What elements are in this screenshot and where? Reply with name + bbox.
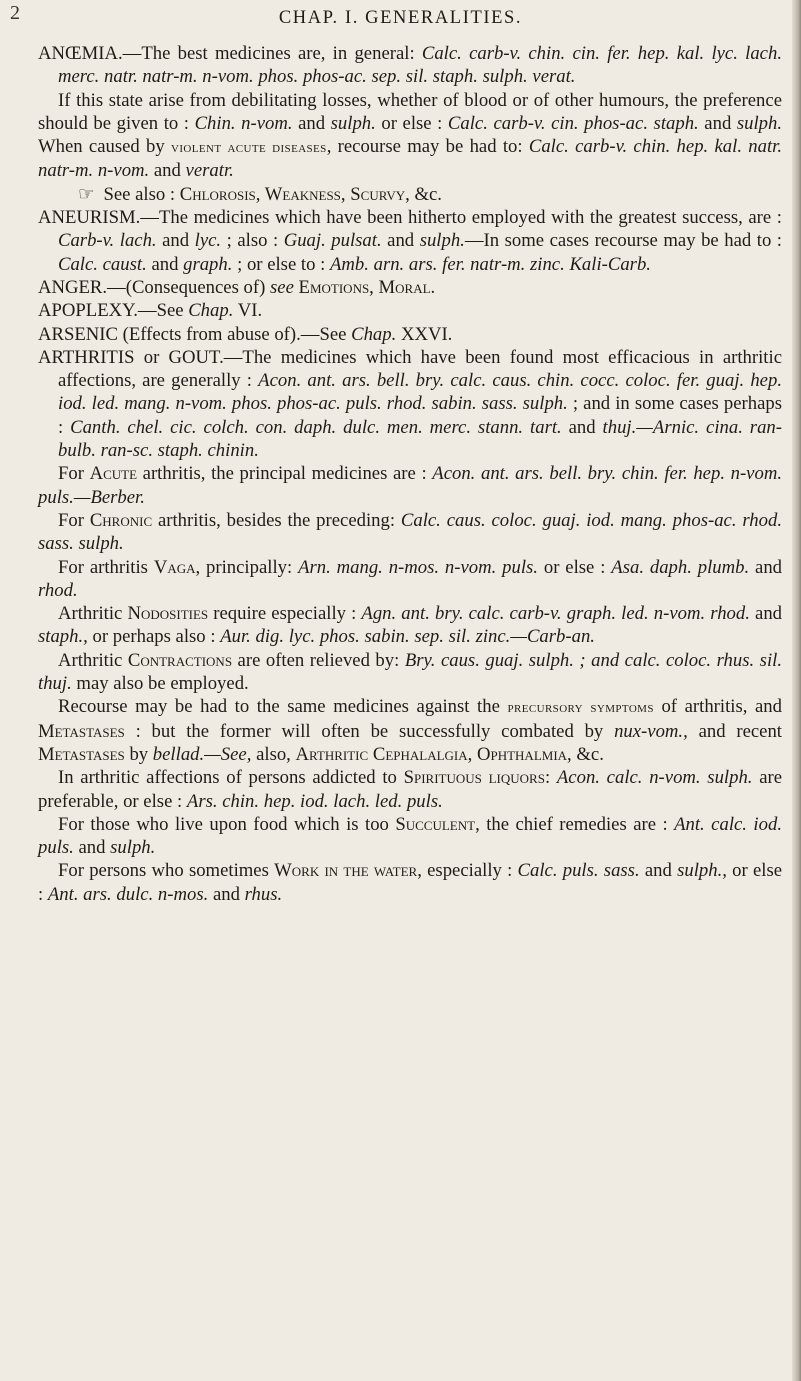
remedy-list: thuj.—Arnic. cina. ran-bulb. ran-sc. staph. chinin.: [58, 416, 782, 462]
small-caps-term: Acute: [89, 463, 138, 485]
remedy-list: Calc. caust.: [58, 253, 147, 275]
paragraph: Arthritic Contractions are often relieved by: Bry. caus. guaj. sulph. ; and calc. coloc. rhus. sil. thuj. may also be employed.: [38, 649, 782, 695]
remedy-list: rhod.: [38, 579, 78, 601]
remedy-list: Amb. arn. ars. fer. natr-m. zinc. Kali-Carb.: [330, 253, 651, 275]
small-caps-term: Chronic: [89, 509, 153, 531]
remedy-list: rhus.: [244, 883, 283, 905]
remedy-list: Canth. chel. cic. colch. con. daph. dulc. men. merc. stann. tart.: [70, 416, 562, 438]
paragraph: In arthritic affections of persons addicted to Spirituous liquors: Acon. calc. n-vom. sulph. are preferable, or else : Ars. chin. hep. iod. lach. led. puls.: [38, 767, 783, 812]
entry-arthritis: ARTHRITIS or GOUT.—The medicines which have been found most efficacious in arthritic affections, are generally : Acon. ant. ars. bell. bry. calc. caus. chin. cocc. coloc. fer. guaj. hep. iod. led. mang. n-vom. phos. phos-ac. puls. rhod. sabin. sass. sulph. ; and in some cases perhaps : Canth. chel. cic. colch. con. daph. dulc. men. merc. stann. tart. and thuj.—Arnic. cina. ran-bulb. ran-sc. staph. chinin.: [38, 346, 782, 462]
cross-reference: ☞ See also : Chlorosis, Weakness, Scurvy, &c.: [38, 183, 782, 206]
paragraph: For Acute arthritis, the principal medicines are : Acon. ant. ars. bell. bry. chin. fer. hep. n-vom. puls.—Berber.: [38, 463, 782, 508]
remedy-list: sulph.: [736, 112, 783, 134]
small-caps-term: Metastases: [38, 743, 125, 765]
entry-heading: APOPLEXY: [38, 300, 134, 322]
paragraph: Recourse may be had to the same medicines against the precursory symptoms of arthritis, and Metastases : but the former will often be successfully combated by nux-vom., and recent Metastases by bellad.—See, also, Arthritic Cephalalgia, Ophthalmia, &c.: [38, 696, 782, 765]
remedy-list: Acon. ant. ars. bell. bry. calc. caus. chin. cocc. coloc. fer. guaj. hep. iod. led. mang. n-vom. phos. phos-ac. puls. rhod. sabin. sass. sulph.: [58, 370, 782, 415]
small-caps-term: precursory symptoms: [507, 699, 654, 717]
remedy-list: lyc.: [194, 230, 222, 252]
pointing-hand-icon: ☞: [78, 183, 95, 205]
page-number: 2: [10, 2, 20, 24]
remedy-list: Acon. calc. n-vom. sulph.: [556, 767, 753, 789]
remedy-list: Calc. caus. coloc. guaj. iod. mang. phos-ac. rhod. sass. sulph.: [38, 509, 782, 555]
remedy-list: Ant. ars. dulc. n-mos.: [47, 883, 209, 905]
entry-apoplexy: APOPLEXY.—See Chap. VI.: [38, 300, 263, 322]
remedy-list: Calc. carb-v. chin. cin. fer. hep. kal. lyc. lach. merc. natr. natr-m. n-vom. phos. phos-ac. sep. sil. staph. sulph. verat.: [58, 43, 782, 88]
remedy-list: nux-vom.,: [614, 720, 688, 742]
small-caps-term: Vaga,: [153, 556, 201, 578]
entry-anger: ANGER.—(Consequences of) see Emotions, Moral.: [38, 276, 436, 298]
remedy-list: sulph.: [419, 230, 465, 252]
remedy-list: Asa. daph. plumb.: [611, 556, 750, 578]
remedy-list: Arn. mang. n-mos. n-vom. puls.: [298, 556, 538, 578]
remedy-list: veratr.: [185, 160, 234, 182]
body-text: [38, 42, 782, 906]
paragraph: Arthritic Nodosities require especially : Agn. ant. bry. calc. carb-v. graph. led. n-vom. rhod. and staph., or perhaps also : Aur. dig. lyc. phos. sabin. sep. sil. zinc.—Carb-an.: [38, 603, 783, 648]
small-caps-term: Contractions: [127, 649, 233, 671]
paragraph: For arthritis Vaga, principally: Arn. mang. n-mos. n-vom. puls. or else : Asa. daph. plumb. and rhod.: [38, 556, 783, 601]
remedy-list: Calc. puls. sass.: [517, 860, 640, 882]
remedy-list: sulph.: [330, 112, 376, 134]
small-caps-term: violent acute diseases: [170, 139, 327, 157]
entry-heading: GOUT: [168, 346, 220, 368]
entry-heading: ANŒMIA: [38, 43, 118, 64]
remedy-list: Calc. carb-v. cin. phos-ac. staph.: [447, 112, 699, 134]
remedy-list: Acon. ant. ars. bell. bry. chin. fer. hep. n-vom. puls.—Berber.: [38, 463, 782, 508]
remedy-list: Agn. ant. bry. calc. carb-v. graph. led. n-vom. rhod.: [361, 603, 750, 625]
entry-heading: ARSENIC: [38, 323, 118, 345]
remedy-list: Guaj. pulsat.: [283, 230, 382, 252]
entry-anoemia: ANŒMIA.—The best medicines are, in general: Calc. carb-v. chin. cin. fer. hep. kal. lyc. lach. merc. natr. natr-m. n-vom. phos. phos-ac. sep. sil. staph. sulph. verat.: [38, 43, 782, 88]
entry-heading: ARTHRITIS: [38, 346, 135, 368]
entry-aneurism: ANEURISM.—The medicines which have been hitherto employed with the greatest success, are : Carb-v. lach. and lyc. ; also : Guaj. pulsat. and sulph.—In some cases recourse may be had to : Calc. caust. and graph. ; or else to : Amb. arn. ars. fer. natr-m. zinc. Kali-Carb.: [38, 207, 783, 275]
remedy-list: staph.,: [38, 626, 88, 648]
entry-heading: ANGER: [38, 276, 103, 298]
remedy-list: graph.: [183, 253, 233, 275]
remedy-list: Ant. calc. iod. puls.: [38, 813, 782, 859]
small-caps-term: Work in the water,: [274, 860, 422, 882]
page-edge-shadow: [792, 0, 801, 1381]
small-caps-term: Nodosities: [127, 603, 209, 625]
small-caps-term: Metastases: [38, 720, 125, 742]
remedy-list: Chin. n-vom.: [194, 112, 293, 134]
remedy-list: Carb-v. lach.: [58, 230, 157, 252]
running-head: CHAP. I. GENERALITIES.: [278, 8, 523, 28]
remedy-list: Aur. dig. lyc. phos. sabin. sep. sil. zinc.—Carb-an.: [220, 626, 595, 648]
entry-arsenic: ARSENIC (Effects from abuse of).—See Chap. XXVI.: [38, 323, 453, 345]
entry-heading: ANEURISM: [38, 207, 136, 229]
small-caps-term: Emotions, Moral.: [298, 276, 436, 298]
paragraph: If this state arise from debilitating losses, whether of blood or of other humours, the preference should be given to : Chin. n-vom. and sulph. or else : Calc. carb-v. cin. phos-ac. staph. and sulph. When caused by violent acute diseases, recourse may be had to: Calc. carb-v. chin. hep. kal. natr. natr-m. n-vom. and veratr.: [38, 89, 783, 182]
paragraph: For Chronic arthritis, besides the preceding: Calc. caus. coloc. guaj. iod. mang. phos-ac. rhod. sass. sulph.: [38, 509, 782, 555]
small-caps-term: Spirituous liquors: [403, 767, 545, 789]
remedy-list: sulph.: [110, 837, 156, 859]
remedy-list: bellad.—See,: [152, 743, 252, 765]
remedy-list: sulph.,: [677, 860, 727, 882]
paragraph: For persons who sometimes Work in the water, especially : Calc. puls. sass. and sulph., or else : Ant. ars. dulc. n-mos. and rhus.: [38, 860, 783, 905]
remedy-list: Bry. caus. guaj. sulph. ; and calc. coloc. rhus. sil. thuj.: [38, 649, 782, 695]
paragraph: For those who live upon food which is too Succulent, the chief remedies are : Ant. calc. iod. puls. and sulph.: [38, 813, 782, 859]
remedy-list: Calc. carb-v. chin. hep. kal. natr. natr-m. n-vom.: [38, 136, 783, 182]
small-caps-term: Succulent,: [395, 813, 480, 835]
remedy-list: Ars. chin. hep. iod. lach. led. puls.: [186, 790, 443, 812]
small-caps-term: Arthritic Cephalalgia, Ophthalmia,: [295, 743, 572, 765]
small-caps-term: Chlorosis, Weakness, Scurvy,: [179, 183, 410, 205]
